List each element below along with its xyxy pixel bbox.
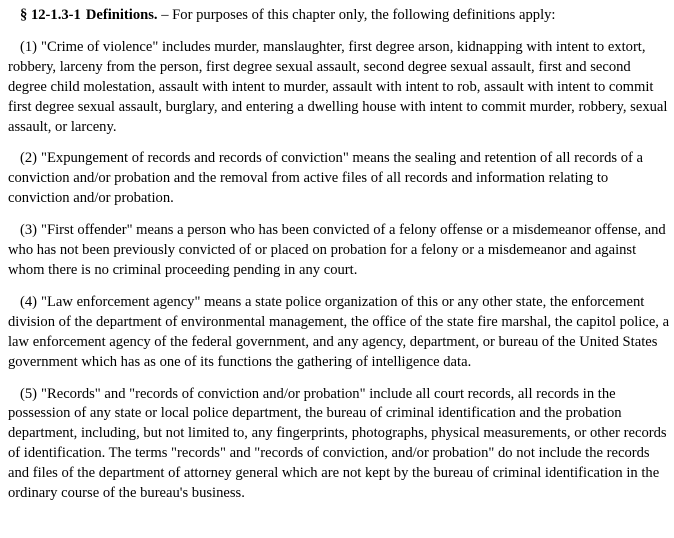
section-heading <box>8 6 670 26</box>
section-title: Definitions. <box>85 7 158 23</box>
section-intro: – For purposes of this chapter only, the following definitions apply: <box>161 7 556 23</box>
paragraph-text: "First offender" means a person who has been convicted of a felony offense or a misdemeanor offense, and who has not been previously convicted of or placed on probation for a felony or a misdemeanor and against whom there is no criminal proceeding pending in any court. <box>8 222 666 278</box>
paragraph-text: "Law enforcement agency" means a state police organization of this or any other state, the enforcement division of the department of environmental management, the office of the state fire marshal, the capitol police, a law enforcement agency of the federal government, and any agency, department, or bureau of the United States government which has as one of its functions the gathering of intelligence data. <box>8 293 670 370</box>
paragraph-text: "Records" and "records of conviction and/or probation" include all court records, all records in the possession of any state or local police department, the bureau of criminal identification and the probation department, including, but not limited to, any fingerprints, photographs, physical measurements, or other records of identification. The terms "records" and "records of conviction, and/or probation" do not include the records and files of the department of attorney general which are not kept by the bureau of criminal identification in the ordinary course of the bureau's business. <box>8 385 667 502</box>
paragraph-number: (5) <box>20 385 38 402</box>
definition-paragraph-4 <box>8 293 670 373</box>
definition-paragraph-3 <box>8 221 670 281</box>
paragraph-number: (4) <box>20 293 38 310</box>
paragraph-text: "Crime of violence" includes murder, manslaughter, first degree arson, kidnapping with intent to extort, robbery, larceny from the person, first degree sexual assault, second degree sexual assault, first and second degree child molestation, assault with intent to murder, assault with intent to rob, assault with intent to commit first degree sexual assault, burglary, and entering a dwelling house with intent to commit murder, robbery, sexual assault, or larceny. <box>8 38 668 135</box>
paragraph-number: (2) <box>20 150 38 167</box>
paragraph-number: (1) <box>20 38 38 55</box>
paragraph-number: (3) <box>20 222 38 239</box>
definition-paragraph-5 <box>8 385 670 504</box>
paragraph-text: "Expungement of records and records of conviction" means the sealing and retention of all records of a conviction and/or probation and the removal from active files of all records and information relating to conviction and/or probation. <box>8 150 643 207</box>
definition-paragraph-1 <box>8 38 670 138</box>
definition-paragraph-2 <box>8 149 670 209</box>
section-number: § 12-1.3-1 <box>20 7 81 23</box>
